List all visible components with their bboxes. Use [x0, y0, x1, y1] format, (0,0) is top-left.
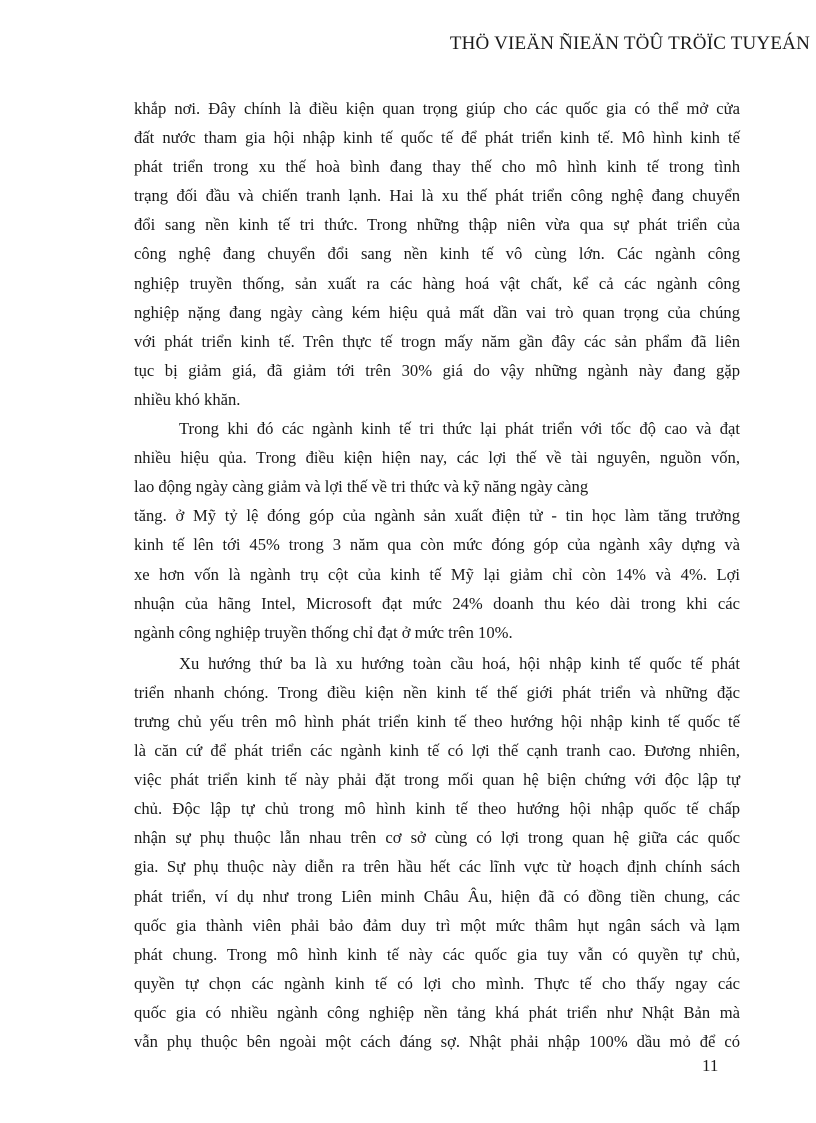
text-line: chủ. Độc lập tự chủ trong mô hình kinh tế theo hướng hội nhập quốc tế chấp — [134, 799, 740, 819]
paragraph-first-line: Xu hướng thứ ba là xu hướng toàn cầu hoá, hội nhập kinh tế quốc tế phát — [179, 653, 740, 673]
text-line: gia. Sự phụ thuộc này diễn ra trên hầu hết các lĩnh vực từ hoạch định chính sách — [134, 857, 740, 877]
text-line: nhận sự phụ thuộc lẫn nhau trên cơ sở cùng có lợi trong quan hệ giữa các quốc — [134, 828, 740, 848]
text-line: việc phát triển kinh tế này phải đặt trong mối quan hệ biện chứng với độc lập tự — [134, 770, 740, 790]
text-line: nghiệp truyền thống, sản xuất ra các hàng hoá vật chất, kể cả các ngành công — [134, 273, 740, 293]
text-line: đổi sang nền kinh tế tri thức. Trong những thập niên vừa qua sự phát triển của — [134, 215, 740, 235]
text-line: xe hơn vốn là ngành trụ cột của kinh tế Mỹ lại giảm chỉ còn 14% và 4%. Lợi — [134, 564, 740, 584]
text-line: phát chung. Trong mô hình kinh tế này các quốc gia tuy vẫn có quyền tự chủ, — [134, 944, 740, 964]
paragraph-first-line: Trong khi đó các ngành kinh tế tri thức lại phát triển với tốc độ cao và đạt — [179, 419, 740, 439]
text-line: đất nước tham gia hội nhập kinh tế quốc tế để phát triển kinh tế. Mô hình kinh tế — [134, 128, 740, 148]
text-line: phát triển, ví dụ như trong Liên minh Châu Âu, hiện đã có đồng tiền chung, các — [134, 886, 740, 906]
text-line: triển nhanh chóng. Trong điều kiện nền kinh tế thế giới phát triển và những đặc — [134, 682, 740, 702]
text-line: nhuận của hãng Intel, Microsoft đạt mức 24% doanh thu kéo dài trong khi các — [134, 593, 740, 613]
text-line: trạng đối đầu và chiến tranh lạnh. Hai là xu thế phát triển công nghệ đang chuyển — [134, 186, 740, 206]
text-line: phát triển trong xu thế hoà bình đang thay thế cho mô hình kinh tế trong tình — [134, 157, 740, 177]
page-number: 11 — [702, 1056, 719, 1075]
text-line: kinh tế lên tới 45% trong 3 năm qua còn mức đóng góp của ngành xây dựng và — [134, 535, 740, 555]
text-line: vẫn phụ thuộc bên ngoài một cách đáng sợ. Nhật phải nhập 100% dầu mỏ để có — [134, 1032, 740, 1051]
text-line: nhiều khó khăn. — [134, 389, 241, 409]
body-text — [134, 94, 740, 1056]
text-line: tục bị giảm giá, đã giảm tới trên 30% giá do vậy những ngành này đang gặp — [134, 360, 740, 380]
text-line: lao động ngày càng giảm và lợi thế về tri thức và kỹ năng ngày càng — [134, 477, 589, 497]
text-line: nhiều hiệu qủa. Trong điều kiện hiện nay, các lợi thế về tài nguyên, nguồn vốn, — [134, 448, 740, 468]
text-line: nghiệp nặng đang ngày càng kém hiệu quả mất dần vai trò quan trọng của chúng — [134, 302, 740, 322]
text-line: tăng. ở Mỹ tỷ lệ đóng góp của ngành sản xuất điện tử - tin học làm tăng trưởng — [134, 506, 740, 526]
text-line: trưng chủ yếu trên mô hình phát triển kinh tế theo hướng hội nhập kinh tế quốc tế — [134, 711, 740, 731]
text-line: công nghệ đang chuyển đổi sang nền kinh tế vô cùng lớn. Các ngành công — [134, 244, 740, 264]
text-line: khắp nơi. Đây chính là điều kiện quan trọng giúp cho các quốc gia có thể mở cửa — [134, 99, 740, 118]
text-line: là căn cứ để phát triển các ngành kinh tế có lợi thế cạnh tranh cao. Đương nhiên, — [134, 741, 740, 761]
text-line: với phát triển kinh tế. Trên thực tế trogn mấy năm gần đây các sản phẩm đã liên — [134, 331, 740, 351]
page-header-title: THÖ VIEÄN ÑIEÄN TÖÛ TRÖÏC TUYEÁN — [449, 33, 810, 54]
text-line: quốc gia thành viên phải bảo đảm duy trì một mức thâm hụt ngân sách và lạm — [134, 915, 740, 935]
text-line: ngành công nghiệp truyền thống chỉ đạt ở mức trên 10%. — [134, 622, 513, 642]
text-line: quốc gia có nhiều ngành công nghiệp nền tảng khá phát triển như Nhật Bản mà — [134, 1002, 740, 1022]
text-line: quyền tự chọn các ngành kinh tế có lợi cho mình. Thực tế cho thấy ngay các — [134, 973, 740, 993]
